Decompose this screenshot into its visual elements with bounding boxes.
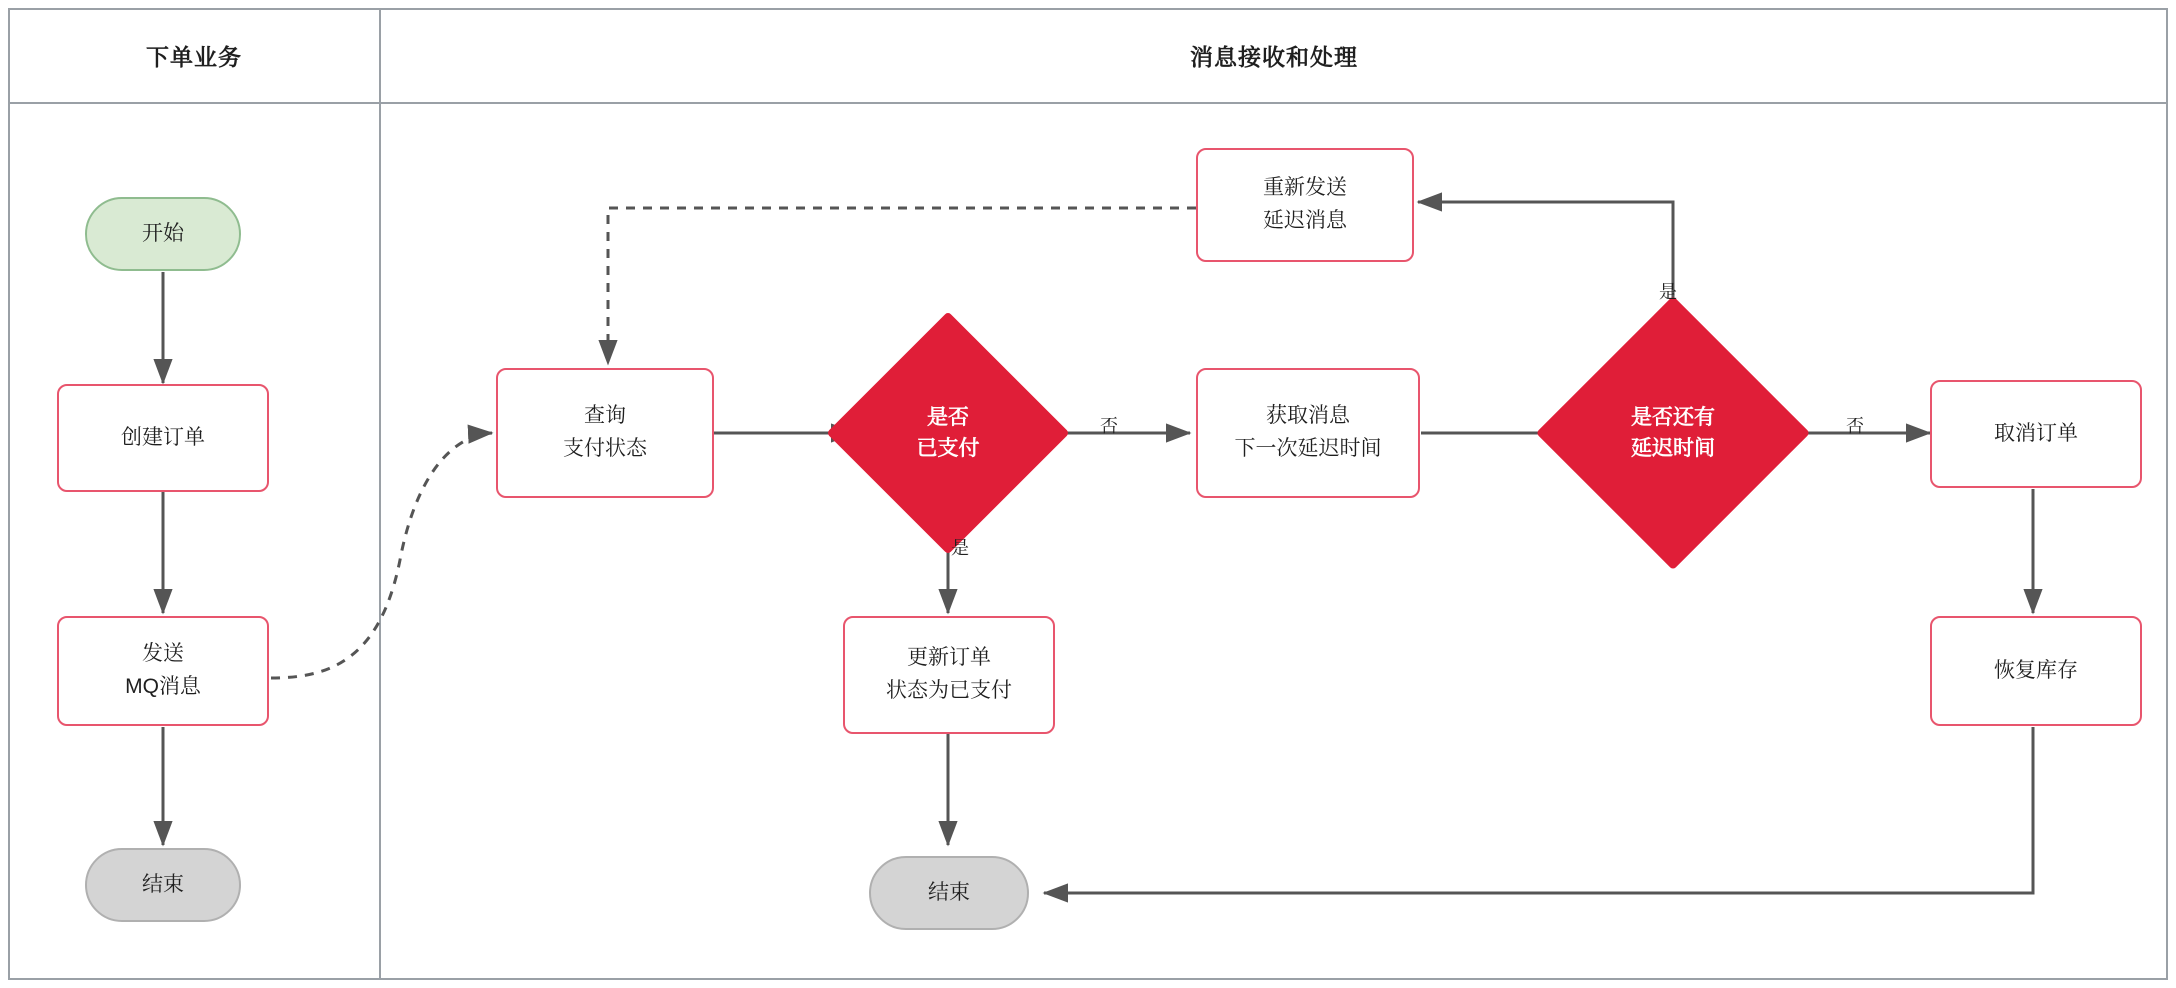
node-start-label: 开始 bbox=[142, 221, 184, 245]
node-update-order-label-1: 更新订单 bbox=[907, 646, 991, 670]
node-resend-delay-label-2: 延迟消息 bbox=[1263, 209, 1347, 232]
node-resend-delay bbox=[1196, 148, 1414, 262]
node-is-paid-label bbox=[862, 347, 1034, 519]
edge-label-has-delay-no-text: 否 bbox=[1846, 416, 1864, 436]
node-get-next-delay-label-1: 获取消息 bbox=[1266, 404, 1350, 428]
node-cancel-order-label: 取消订单 bbox=[1994, 421, 2078, 445]
node-is-paid-label-2: 已支付 bbox=[916, 437, 980, 460]
node-has-delay-left bbox=[1576, 336, 1770, 530]
node-cancel-order bbox=[1930, 380, 2142, 488]
edge-label-is-paid-yes bbox=[951, 534, 969, 560]
swimlane-frame bbox=[8, 8, 2168, 980]
node-has-delay-left-label bbox=[1576, 336, 1770, 530]
node-send-mq-label-2: MQ消息 bbox=[125, 675, 201, 698]
edge-label-is-paid-yes-text: 是 bbox=[951, 538, 969, 558]
node-get-next-delay bbox=[1196, 368, 1420, 498]
node-create-order bbox=[57, 384, 269, 492]
node-is-paid-label-1: 是否 bbox=[927, 405, 969, 429]
lane-header-order bbox=[8, 8, 380, 104]
lane-title-order: 下单业务 bbox=[146, 43, 242, 70]
node-query-pay-status-label-2: 支付状态 bbox=[563, 437, 647, 460]
node-update-order bbox=[843, 616, 1055, 734]
node-start bbox=[85, 197, 241, 271]
node-resend-delay-label-1: 重新发送 bbox=[1263, 176, 1347, 200]
lane-header-message bbox=[380, 8, 2168, 104]
node-query-pay-status bbox=[496, 368, 714, 498]
node-end-left bbox=[85, 848, 241, 922]
edge-label-is-paid-no bbox=[1100, 412, 1118, 438]
edge-label-has-delay-yes bbox=[1659, 278, 1677, 304]
edge-label-is-paid-no-text: 否 bbox=[1100, 416, 1118, 436]
node-get-next-delay-label-2: 下一次延迟时间 bbox=[1234, 437, 1382, 460]
node-is-paid bbox=[862, 347, 1034, 519]
lane-title-message: 消息接收和处理 bbox=[1190, 43, 1358, 70]
node-restore-stock bbox=[1930, 616, 2142, 726]
node-has-delay-left-label-2: 延迟时间 bbox=[1631, 437, 1715, 460]
node-restore-stock-label: 恢复库存 bbox=[1994, 658, 2078, 682]
node-send-mq-label-1: 发送 bbox=[142, 642, 184, 666]
node-send-mq bbox=[57, 616, 269, 726]
node-create-order-label: 创建订单 bbox=[121, 425, 205, 449]
node-end-left-label: 结束 bbox=[142, 872, 184, 896]
lane-divider bbox=[379, 8, 381, 980]
node-end-middle-label: 结束 bbox=[928, 880, 970, 904]
node-end-middle bbox=[869, 856, 1029, 930]
edge-label-has-delay-no bbox=[1846, 412, 1864, 438]
edge-label-has-delay-yes-text: 是 bbox=[1659, 282, 1677, 302]
node-query-pay-status-label-1: 查询 bbox=[584, 404, 626, 428]
node-has-delay-left-label-1: 是否还有 bbox=[1631, 405, 1715, 429]
node-update-order-label-2: 状态为已支付 bbox=[886, 679, 1012, 702]
